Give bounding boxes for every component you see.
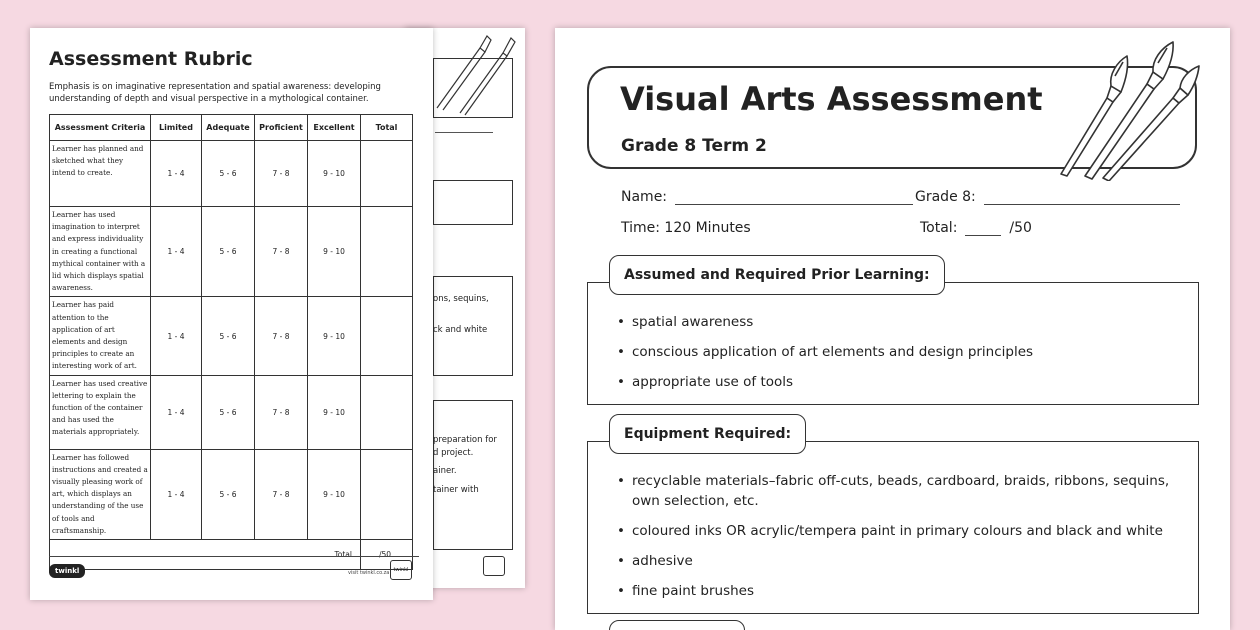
total-label: Total: (920, 220, 958, 236)
column-header: Limited (151, 115, 202, 141)
score-cell: 7 - 8 (255, 207, 308, 297)
score-cell: 5 - 6 (202, 449, 255, 539)
rubric-intro: Emphasis is on imaginative representation and spatial awareness: developing understanding of depth and visual perspective in a mythological container. (49, 82, 381, 104)
criteria-cell: Learner has used imagination to interpret and express individuality in creating a functional mythical container with a lid which displays spatial awareness. (50, 207, 151, 297)
prior-learning-heading: Assumed and Required Prior Learning: (609, 255, 945, 295)
criteria-cell: Learner has used creative lettering to explain the function of the container and has used the materials appropriately. (50, 375, 151, 449)
back-box (433, 180, 513, 225)
total-field[interactable] (920, 220, 1032, 236)
grade-line[interactable] (984, 191, 1180, 205)
score-cell: 5 - 6 (202, 297, 255, 375)
back-box (433, 58, 513, 118)
score-cell: 5 - 6 (202, 141, 255, 207)
rubric-table (49, 114, 413, 570)
column-header: Adequate (202, 115, 255, 141)
assessment-worksheet (555, 28, 1230, 630)
total-suffix: /50 (1009, 220, 1032, 236)
prior-learning-list (617, 312, 1033, 392)
name-line[interactable] (675, 191, 913, 205)
total-label: Total (50, 540, 361, 570)
total-cell (361, 449, 413, 539)
equipment-list (617, 471, 1177, 601)
column-header: Proficient (255, 115, 308, 141)
score-cell: 1 - 4 (151, 449, 202, 539)
equipment-heading: Equipment Required: (609, 414, 806, 454)
page-title: Visual Arts Assessment (620, 80, 1043, 118)
column-header: Total (361, 115, 413, 141)
score-cell: 7 - 8 (255, 375, 308, 449)
total-cell (361, 297, 413, 375)
name-label: Name: (621, 189, 668, 205)
score-cell: 1 - 4 (151, 207, 202, 297)
back-text: ons, sequins, (433, 294, 489, 304)
score-cell: 9 - 10 (308, 207, 361, 297)
page-subtitle: Grade 8 Term 2 (621, 136, 767, 156)
footer-url: visit twinkl.co.za (348, 570, 390, 576)
grade-label: Grade 8: (915, 189, 976, 205)
list-item: • appropriate use of tools (617, 372, 1033, 392)
table-row (50, 297, 413, 375)
score-cell: 1 - 4 (151, 297, 202, 375)
column-header: Excellent (308, 115, 361, 141)
time-text: Time: 120 Minutes (621, 220, 751, 236)
list-item: • coloured inks OR acrylic/tempera paint in primary colours and black and white (617, 521, 1177, 541)
back-badge (483, 556, 505, 576)
score-cell: 9 - 10 (308, 141, 361, 207)
table-row (50, 207, 413, 297)
table-row (50, 449, 413, 539)
back-text: d project. (433, 448, 474, 458)
footer-divider (49, 556, 419, 557)
back-text: ainer. (433, 466, 457, 476)
score-cell: 9 - 10 (308, 375, 361, 449)
total-cell (361, 207, 413, 297)
score-cell: 9 - 10 (308, 449, 361, 539)
score-cell: 7 - 8 (255, 449, 308, 539)
score-cell: 1 - 4 (151, 375, 202, 449)
list-item: • recyclable materials–fabric off-cuts, beads, cardboard, braids, ribbons, sequins, own selection, etc. (617, 471, 1177, 511)
rubric-worksheet (30, 28, 433, 600)
list-item: • spatial awareness (617, 312, 1033, 332)
name-field[interactable] (621, 189, 913, 205)
total-cell (361, 141, 413, 207)
score-cell: 1 - 4 (151, 141, 202, 207)
score-cell: 5 - 6 (202, 207, 255, 297)
grade-field[interactable] (915, 189, 1180, 205)
next-section-heading (609, 620, 745, 630)
total-cell (361, 375, 413, 449)
table-row (50, 375, 413, 449)
total-row (50, 540, 413, 570)
list-item: • adhesive (617, 551, 1177, 571)
back-text: tainer with (433, 485, 479, 495)
column-header: Assessment Criteria (50, 115, 151, 141)
back-text: ck and white (433, 325, 488, 335)
twinkl-logo: twinkl (49, 564, 85, 578)
rubric-title: Assessment Rubric (49, 48, 253, 70)
score-cell: 7 - 8 (255, 141, 308, 207)
paintbrush-icon (1055, 36, 1205, 181)
quality-badge: twinkl (390, 560, 412, 580)
table-row (50, 141, 413, 207)
criteria-cell: Learner has planned and sketched what they intend to create. (50, 141, 151, 207)
back-line (435, 132, 493, 133)
score-cell: 7 - 8 (255, 297, 308, 375)
rubric-header-row (50, 115, 413, 141)
total-value: /50 (361, 540, 413, 570)
criteria-cell: Learner has followed instructions and created a visually pleasing work of art, which displays an understanding of the use of tools and craftsmanship. (50, 449, 151, 539)
total-line[interactable] (965, 222, 1001, 236)
criteria-cell: Learner has paid attention to the application of art elements and design principles to create an interesting work of art. (50, 297, 151, 375)
back-text: preparation for (433, 435, 497, 445)
score-cell: 9 - 10 (308, 297, 361, 375)
list-item: • conscious application of art elements and design principles (617, 342, 1033, 362)
list-item: • fine paint brushes (617, 581, 1177, 601)
score-cell: 5 - 6 (202, 375, 255, 449)
